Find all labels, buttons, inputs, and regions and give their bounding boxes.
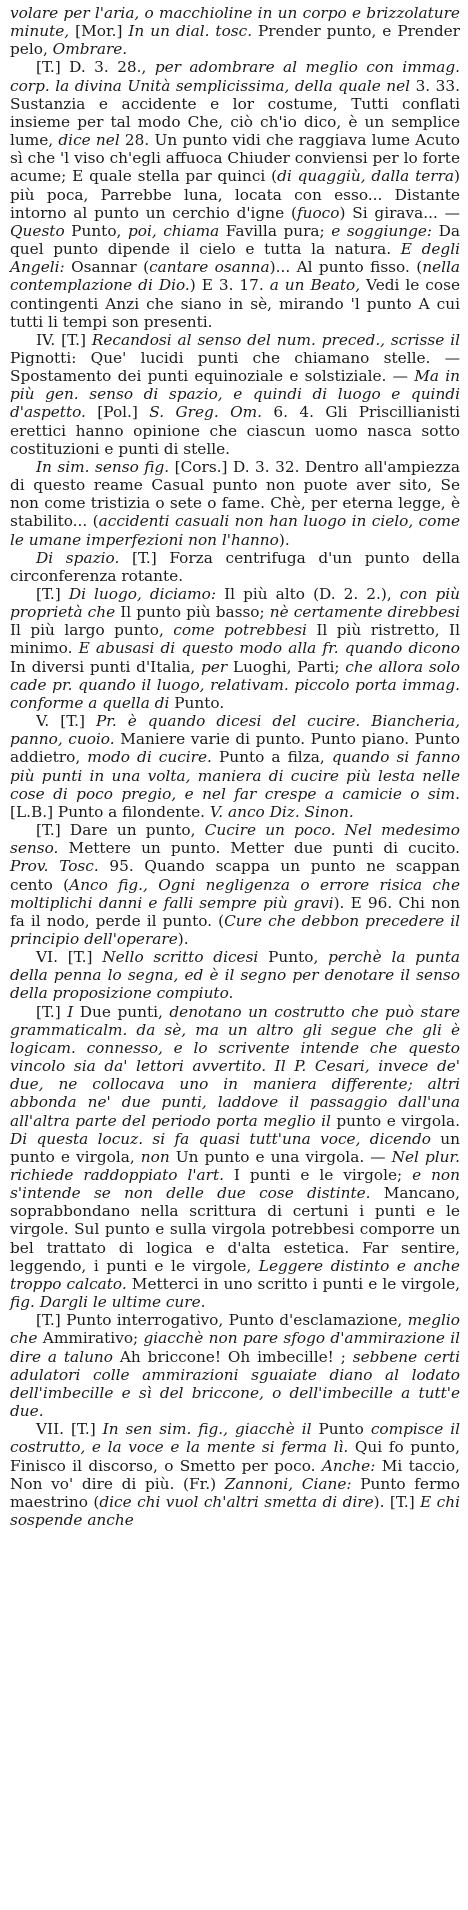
italic-text-run: Pr. è quando dicesi del cucire. Biancheria, panno, cuoio.	[10, 712, 460, 749]
text-run: IV. [T.]	[36, 330, 92, 349]
italic-text-run: come potrebbesi	[173, 621, 307, 640]
text-run: [L.B.] Punto a filondente.	[10, 802, 210, 821]
text-run: [Pol.]	[85, 403, 150, 422]
text-run: [T.]	[36, 1002, 68, 1021]
italic-text-run: Zannoni, Ciane:	[224, 1474, 352, 1493]
italic-text-run: E degli Angeli:	[10, 240, 460, 277]
text-run: Il più ristretto, Il minimo.	[10, 621, 460, 658]
italic-text-run: Recandosi al senso del num. preced., scrisse il	[91, 330, 460, 349]
italic-text-run: In un dial. tosc.	[128, 22, 253, 41]
italic-text-run: S. Greg. Om.	[149, 403, 263, 422]
text-run: [T.] D. 3. 28.,	[36, 58, 155, 77]
italic-text-run: perchè la punta della penna lo segna, ed è il segno per denotare il senso della proposizione compiuto.	[10, 948, 460, 1003]
entry-paragraph	[10, 331, 460, 458]
text-run: 95. Quando scappa un punto ne scappan cento (	[10, 857, 460, 894]
italic-text-run: dice chi vuol ch'altri smetta di dire	[99, 1492, 374, 1511]
text-run: V. [T.]	[36, 712, 96, 731]
text-run: un punto e virgola,	[10, 1129, 460, 1166]
italic-text-run: giacchè non pare sfogo d'ammirazione il dire a taluno	[10, 1329, 461, 1366]
italic-text-run: non	[140, 1147, 170, 1166]
text-run: In diversi punti d'Italia,	[10, 657, 201, 676]
italic-text-run: di quaggiù, dalla terra	[277, 167, 455, 186]
italic-text-run: poi, chiama	[127, 221, 220, 240]
text-run: Punto.	[169, 693, 225, 712]
text-run: 3. 33. Sustanzia e accidente e lor costume, Tutti conflati insieme per tal modo Che, ciò ch'io dico, è un semplice lume,	[10, 76, 460, 150]
text-run: Punto fermo maestrino (	[10, 1474, 460, 1511]
text-run: [T.]	[36, 585, 69, 603]
text-run: Punto,	[258, 948, 329, 967]
italic-text-run: I	[67, 1002, 74, 1021]
entry-paragraph	[10, 712, 460, 821]
text-run: Punto	[311, 1420, 371, 1439]
italic-text-run: Cucire un poco. Nel medesimo senso.	[10, 821, 460, 858]
text-run: Il più largo punto,	[10, 621, 174, 640]
italic-text-run: Nel plur. richiede raddoppiato l'art.	[10, 1147, 461, 1184]
italic-text-run: e non s'intende se non delle due cose distinte.	[10, 1166, 460, 1203]
italic-text-run: Questo	[10, 221, 65, 240]
italic-text-run: volare per l'aria, o macchioline in un corpo e brizzolature minute,	[10, 4, 460, 41]
italic-text-run: per	[200, 657, 228, 676]
dictionary-entry-punto	[10, 4, 460, 1529]
text-run: 6. 4. Gli Priscillianisti erettici hanno opinione che ciascun uomo nasca sotto costituzioni e punti di stelle.	[10, 403, 460, 458]
text-run: Il punto più basso;	[115, 603, 270, 622]
italic-text-run: In sim. senso fig.	[36, 457, 170, 476]
text-run: Da quel punto dipende il cielo e tutta la natura.	[10, 221, 460, 259]
italic-text-run: Anco fig., Ogni negligenza o errore risica che moltiplichi danni e falli sempre più gravi	[10, 875, 460, 912]
entry-paragraph	[10, 948, 460, 1002]
italic-text-run: fuoco	[296, 203, 340, 222]
text-run: [Cors.] D. 3. 32. Dentro all'ampiezza di questo reame Casual punto non puote aver sito, Se non come tristizia o sete o fame. Chè, per eterna legge, è stabilito... (	[10, 457, 460, 531]
italic-text-run: accidenti casuali non han luogo in cielo, come le umane imperfezioni non l'hanno	[10, 512, 460, 549]
text-run: Ammirativo;	[37, 1329, 144, 1348]
italic-text-run: Di spazio.	[36, 548, 120, 567]
italic-text-run: quando si fanno più punti in una volta, maniera di cucire più lesta nelle cose di poco pregio, e nel far crespe a camicie o sim.	[10, 748, 461, 803]
italic-text-run: per adombrare al meglio con immag. corp. la divina Unità semplicissima, della quale nel	[10, 58, 460, 95]
text-run: Mancano, soprabbondano nella scrittura di certuni i punti e le virgole. Sul punto e sulla virgola potrebbesi comporre un bel trattato di logica e d'alta estetica. Far sentire, leggendo, i punti e le virgole,	[10, 1184, 461, 1275]
text-run: [T.] Punto interrogativo, Punto d'esclamazione,	[36, 1311, 408, 1330]
text-run: I punti e le virgole;	[224, 1166, 413, 1184]
italic-text-run: con più proprietà che	[10, 585, 460, 622]
text-run: Punto a filza,	[211, 748, 332, 767]
italic-text-run: fig. Dargli le ultime cure.	[10, 1293, 206, 1312]
text-run: ) più poca, Parrebbe luna, locata con esso... Distante intorno al punto un cerchio d'igne (	[10, 167, 460, 222]
entry-paragraph	[10, 821, 460, 948]
text-run: Ah briccone! Oh imbecille! ;	[112, 1347, 353, 1366]
text-run: [Mor.]	[69, 22, 129, 41]
text-run: Punto,	[64, 221, 128, 240]
text-run: Pignotti: Que' lucidi punti che chiamano stelle. — Spostamento dei punti equinoziale e solstiziale. —	[10, 348, 460, 386]
text-run: [T.] Dare un punto,	[36, 821, 205, 840]
text-run: ). E 96. Chi non fa il nodo, perde il punto. (	[10, 893, 461, 930]
italic-text-run: E chi sospende anche	[10, 1492, 460, 1529]
italic-text-run: Di questa locuz. si fa quasi tutt'una voce, dicendo	[10, 1129, 431, 1148]
text-run: VII. [T.]	[36, 1420, 103, 1439]
text-run: )... Al punto fisso. (	[269, 258, 423, 277]
text-run: Un punto e una virgola. —	[169, 1147, 392, 1166]
text-run: Mi taccio, Non vo' dire di più. (Fr.)	[10, 1456, 460, 1493]
entry-paragraph	[10, 458, 460, 549]
italic-text-run: Ma in più gen. senso di spazio, e quindi di luogo e quindi d'aspetto.	[10, 367, 460, 422]
text-run: punto e virgola.	[330, 1111, 460, 1130]
italic-text-run: Nello scritto dicesi	[102, 948, 259, 967]
italic-text-run: Ombrare.	[52, 40, 128, 59]
text-run: Mettere un punto. Metter due punti di cucito.	[58, 839, 460, 858]
entry-paragraph	[10, 58, 460, 330]
text-run: Luoghi, Parti;	[227, 657, 346, 676]
italic-text-run: modo di cucire.	[87, 748, 212, 767]
text-run: ). [T.]	[373, 1492, 421, 1511]
text-run: ) E 3. 17.	[189, 276, 270, 295]
text-run: Osannar (	[64, 258, 150, 277]
text-run: Il più alto (D. 2. 2.),	[216, 585, 400, 603]
entry-paragraph	[10, 1003, 460, 1312]
italic-text-run: cantare osanna	[149, 258, 270, 277]
italic-text-run: Anche:	[321, 1456, 376, 1475]
text-run: Maniere varie di punto. Punto piano. Punto addietro,	[10, 730, 461, 767]
italic-text-run: a un Beato,	[269, 276, 361, 295]
italic-text-run: Cure che debbon precedere il principio dell'operare	[10, 911, 460, 948]
italic-text-run: compisce il costrutto, e la voce e la mente si ferma lì.	[10, 1420, 460, 1457]
italic-text-run: denotano un costrutto che può stare grammaticalm. da sè, ma un altro gli segue che gli è logicam. connesso, e lo scrivente intende che questo vincolo sia da' lettori avvertito. Il P. Cesari, invece de' due, ne collocava uno in maniera differente; altri abbonda ne' due punti, laddove il passaggio dall'una all'altra parte del periodo porta meglio il	[10, 1002, 460, 1130]
italic-text-run: meglio che	[10, 1311, 460, 1348]
text-run: ).	[177, 929, 189, 948]
text-run: ).	[278, 530, 290, 549]
text-run: 28. Un punto vidi che raggiava lume Acuto sì che 'l viso ch'egli affuoca Chiuder conviensi per lo forte acume; E quale stella par quinci (	[10, 131, 460, 186]
entry-paragraph	[10, 549, 460, 585]
entry-paragraph	[10, 4, 460, 58]
text-run: Favilla pura;	[219, 221, 332, 240]
entry-paragraph	[10, 1311, 460, 1420]
entry-paragraph	[10, 585, 460, 712]
italic-text-run: Di luogo, diciamo:	[68, 585, 217, 603]
italic-text-run: nella contemplazione di Dio.	[10, 258, 460, 295]
italic-text-run: E abusasi di questo modo alla fr. quando dicono	[78, 639, 460, 658]
text-run: Metterci in uno scritto i punti e le virgole,	[126, 1274, 460, 1293]
text-run: Due punti,	[73, 1002, 170, 1021]
text-run: Vedi le cose contingenti Anzi che siano in sè, mirando 'l punto A cui tutti li tempi son presenti.	[10, 276, 460, 331]
italic-text-run: In sen sim. fig., giacchè il	[102, 1420, 312, 1439]
italic-text-run: Leggere distinto e anche troppo calcato.	[10, 1256, 460, 1293]
text-run: VI. [T.]	[36, 948, 103, 967]
italic-text-run: che allora solo cade pr. quando il luogo, relativam. piccolo porta immag. conforme a quella di	[10, 657, 460, 712]
italic-text-run: Prov. Tosc.	[10, 857, 99, 876]
text-run: Qui fo punto, Finisco il discorso, o Smetto per poco.	[10, 1438, 460, 1475]
text-run: [T.] Forza centrifuga d'un punto della circonferenza rotante.	[10, 548, 460, 585]
text-run: ) Si girava... —	[339, 203, 460, 222]
text-run: Prender punto, e Prender pelo,	[10, 22, 460, 59]
italic-text-run: sebbene certi adulatori colle ammirazioni sguaiate diano al lodato dell'imbecille e sì del briccone, o dell'imbecille a tutt'e due.	[10, 1347, 461, 1421]
italic-text-run: dice nel	[58, 131, 120, 150]
entry-paragraph	[10, 1420, 460, 1529]
italic-text-run: nè certamente direbbesi	[269, 603, 460, 622]
italic-text-run: e soggiunge:	[331, 221, 433, 240]
italic-text-run: V. anco Diz. Sinon.	[209, 802, 354, 821]
